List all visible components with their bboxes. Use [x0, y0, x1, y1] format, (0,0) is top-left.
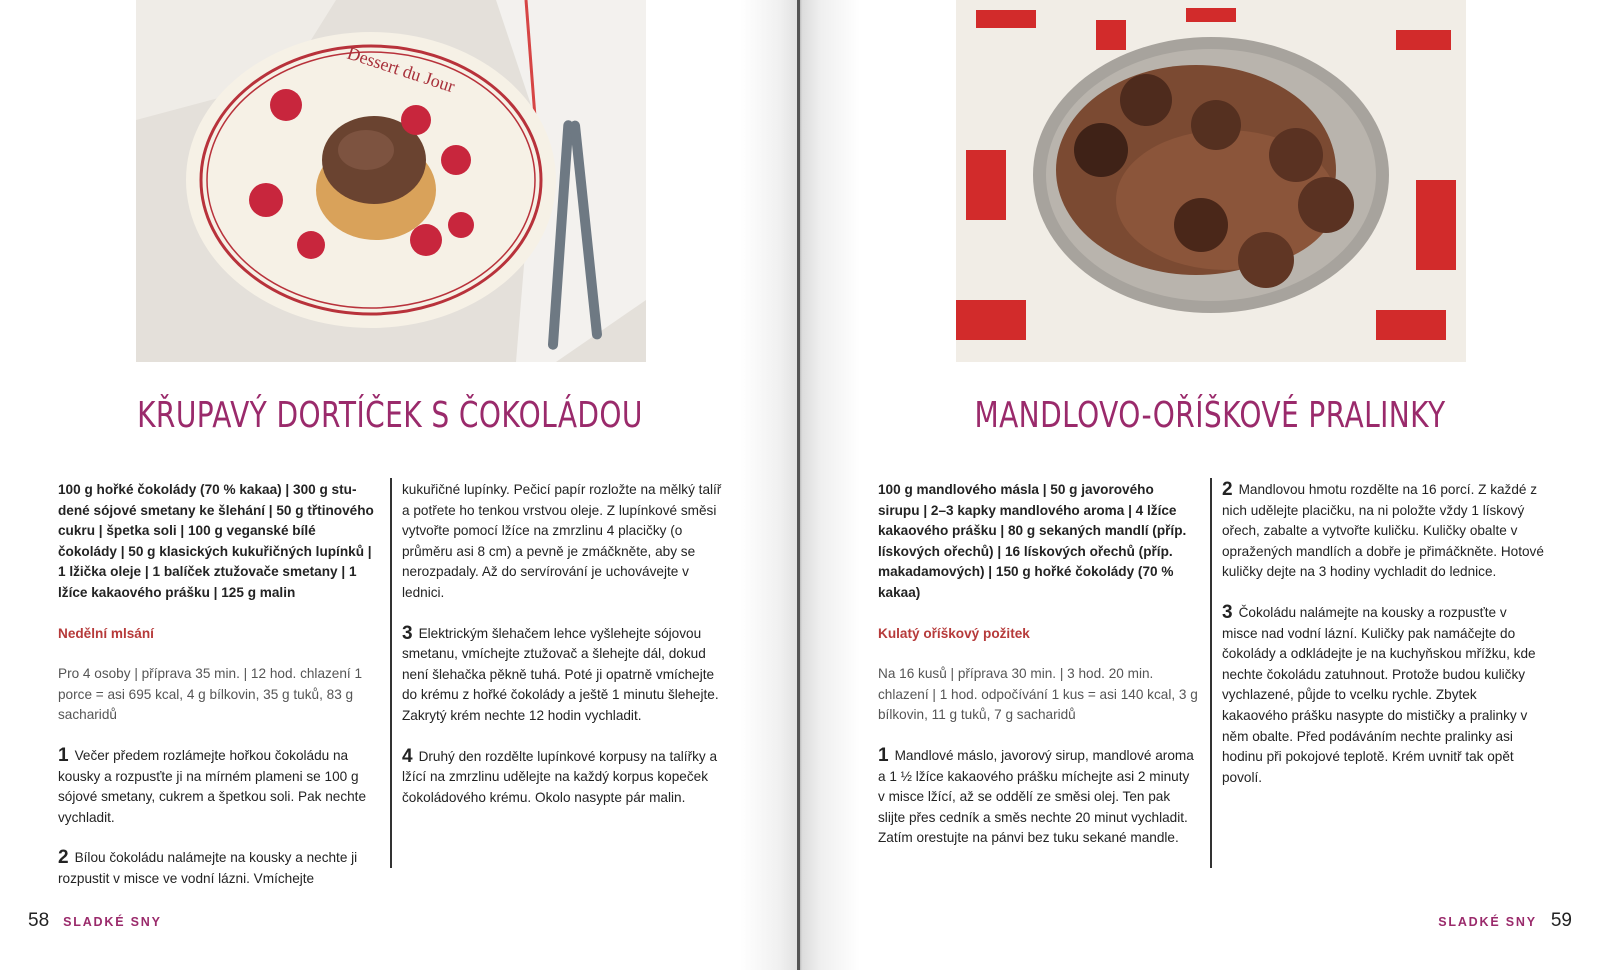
step-1 — [878, 746, 1198, 849]
recipe-title: MANDLOVO-OŘÍŠKOVÉ PRALINKY — [974, 395, 1446, 436]
step-2 — [58, 848, 378, 889]
right-page — [800, 0, 1600, 970]
ingredients: 100 g mandlového másla | 50 g javorového sirupu | 2–3 kapky mandlového aroma | 4 lžíce kakaového prášku | 80 g sekaných mandlí (příp. lískových ořechů) | 16 lískových ořechů (příp. makadamových) | 150 g hořké čokolády (70 % kakaa) — [878, 482, 1187, 600]
section-label: SLADKÉ SNY — [1438, 915, 1537, 929]
recipe-column-2 — [1222, 480, 1544, 808]
page-number: 59 — [1550, 910, 1572, 931]
step-number: 2 — [1222, 479, 1233, 500]
step-text: Čokoládu nalámejte na kousky a rozpusťte v misce nad vodní lázní. Kuličky pak namáčejte do čokolády a odkládejte je na kuchyňskou mřížku, kde nechte čokoládu zatuhnout. Protože budou kuličky vychlazené, půjde to vcelku rychle. Zbytek kakaového prášku nasypte do mističky a pralinky v něm obalte. Před podáváním nechte pralinky asi hodinu při pokojové teplotě. Krém uvnitř tak opět povolí. — [1222, 604, 1536, 785]
step-number: 1 — [878, 744, 889, 766]
step-number: 3 — [402, 622, 413, 644]
dessert-photo — [136, 0, 646, 362]
step-1 — [58, 746, 378, 828]
recipe-column-1 — [58, 480, 378, 910]
step-3 — [1222, 603, 1544, 788]
column-divider — [390, 478, 392, 868]
footer — [28, 910, 162, 932]
step-text: Bílou čokoládu nalámejte na kousky a nechte ji rozpustit v misce ve vodní lázni. Vmíchejte — [58, 850, 358, 886]
step-3 — [402, 624, 724, 727]
step-text: Mandlovou hmotu rozdělte na 16 porcí. Z každé z nich udělejte placičku, na ni položte vždy 1 lískový ořech, zabalte a vytvořte kuličku. Kuličky obalte v opražených mandlích a dobře je přimáčkněte. Hotové kuličky dejte na 3 hodiny vychladit do lednice. — [1222, 482, 1544, 580]
page-number: 58 — [28, 910, 50, 931]
plate-text: Dessert du Jour — [344, 42, 458, 97]
step-number: 2 — [58, 847, 69, 869]
recipe-column-1 — [878, 480, 1198, 869]
recipe-meta: Pro 4 osoby | příprava 35 min. | 12 hod. chlazení 1 porce = asi 695 kcal, 4 g bílkovin, 35 g tuků, 83 g sacharidů — [58, 666, 363, 723]
recipe-column-2 — [402, 480, 724, 828]
book-spine — [797, 0, 800, 970]
pralines-photo — [956, 0, 1466, 362]
recipe-meta: Na 16 kusů | příprava 30 min. | 3 hod. 20 min. chlazení | 1 hod. odpočívání 1 kus = asi 140 kcal, 3 g bílkovin, 11 g tuků, 7 g sacharidů — [878, 666, 1198, 723]
step-number: 4 — [402, 745, 413, 767]
recipe-title: KŘUPAVÝ DORTÍČEK S ČOKOLÁDOU — [137, 395, 643, 436]
step-number: 3 — [1222, 601, 1233, 623]
footer — [1438, 910, 1572, 932]
step-number: 1 — [58, 744, 69, 766]
column-divider — [1210, 478, 1212, 868]
step-text: Elektrickým šlehačem lehce vyšlehejte sójovou smetanu, vmíchejte ztužovač a šlehejte dál, dokud není šlehačka pěkně tuhá. Poté ji opatrně vmíchejte do krému z hořké čokolády a ještě 1 minutu šlehejte. Zakrytý krém nechte 12 hodin vychladit. — [402, 625, 719, 723]
recipe-subtitle: Kulatý oříškový požitek — [878, 625, 1030, 641]
dessert-illustration — [136, 0, 646, 362]
section-label: SLADKÉ SNY — [63, 915, 162, 929]
step-4 — [402, 747, 724, 809]
step-text: Mandlové máslo, javorový sirup, mandlové aroma a 1 ½ lžíce kakaového prášku míchejte asi 2 minuty v misce lžící, až se oddělí ze směsi olej. Ten pak slijte přes cedník a směs nechte 20 minut vychladit. Zatím orestujte na pánvi bez tuku sekané mandle. — [878, 747, 1194, 846]
step-2 — [1222, 480, 1544, 583]
pralines-illustration — [956, 0, 1466, 362]
recipe-subtitle: Nedělní mlsání — [58, 625, 154, 641]
step-text: Druhý den rozdělte lupínkové korpusy na talířky a lžící na zmrzlinu udělejte na každý korpus kopeček čokoládového krému. Okolo nasypte pár malin. — [402, 748, 718, 805]
step-text: Večer předem rozlámejte hořkou čokoládu na kousky a rozpusťte ji na mírném plameni se 100 g sójové smetany, cukrem a špetkou soli. Pak nechte vychladit. — [58, 747, 367, 825]
step-2-continued: kukuřičné lupínky. Pečicí papír rozložte na mělký talíř a potřete ho tenkou vrstvou oleje. Z lupínkové směsi vytvořte pomocí lžíce na zmrzlinu 4 placičky (o průměru asi 8 cm) a pevně je zmáčkněte, aby se nerozpadaly. Až do servírování je uchovávejte v lednici. — [402, 482, 722, 600]
ingredients: 100 g hořké čokolády (70 % kakaa) | 300 g studené sójové smetany ke šlehání | 50 g třtinového cukru | špetka soli | 100 g veganské bílé čokolády | 50 g klasických kukuřičných lupínků | 1 lžička oleje | 1 balíček ztužovače smetany | 1 lžíce kakaového prášku | 125 g malin — [58, 482, 374, 600]
